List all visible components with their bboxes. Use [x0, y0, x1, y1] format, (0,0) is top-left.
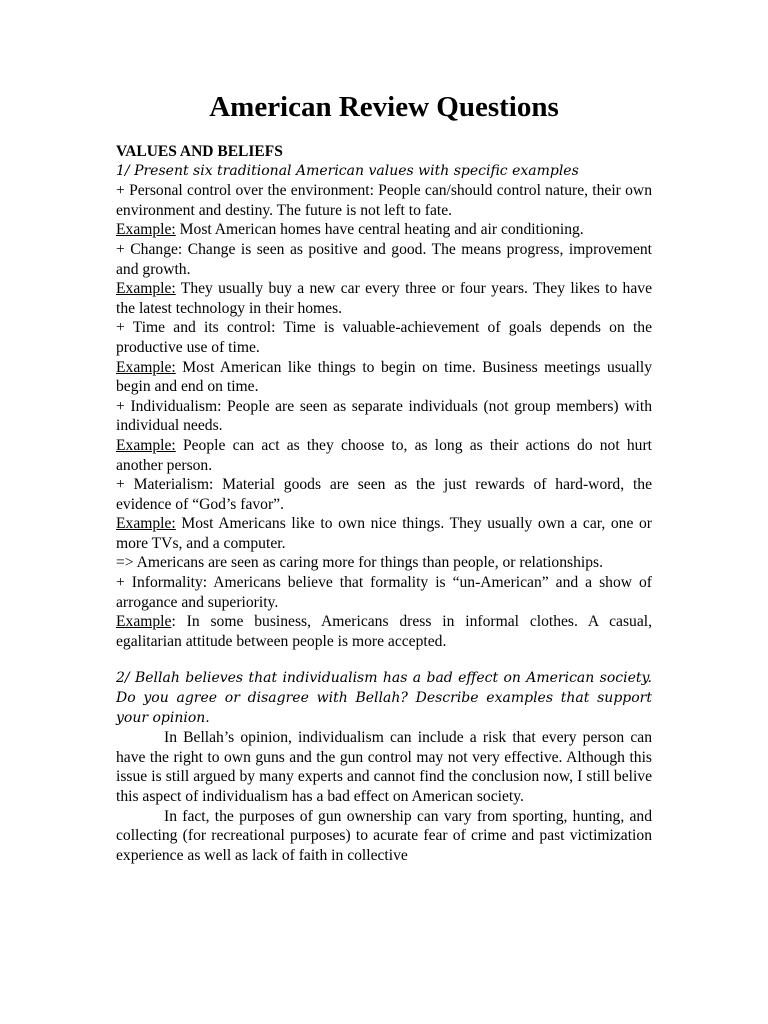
example-label: Example: [116, 613, 172, 631]
example-label: Example:: [116, 358, 176, 376]
example-text: Most Americans like to own nice things. They usually own a car, one or more TVs, and a computer.: [116, 515, 652, 552]
example-text: Most American homes have central heating and air conditioning.: [175, 221, 584, 239]
materialism-conclusion: => Americans are seen as caring more for things than people, or relationships.: [116, 554, 603, 572]
example-label: Example:: [116, 221, 176, 239]
example-personal-control: [116, 220, 652, 240]
section-gap: [116, 651, 652, 669]
value-individualism: + Individualism: People are seen as separate individuals (not group members) with individual needs.: [116, 397, 652, 435]
example-text: People can act as they choose to, as long as their actions do not hurt another person.: [116, 436, 652, 474]
example-materialism: [116, 514, 652, 553]
value-time: + Time and its control: Time is valuable-achievement of goals depends on the productive use of time.: [116, 319, 652, 356]
example-informality: [116, 612, 652, 651]
value-informality: + Informality: Americans believe that formality is “un-American” and a show of arrogance and superiority.: [116, 574, 652, 611]
value-personal-control: + Personal control over the environment: People can/should control nature, their own environment and destiny. The future is not left to fate.: [116, 182, 652, 219]
example-time: [116, 358, 652, 397]
question-2: 2/ Bellah believes that individualism has a bad effect on American society. Do you agree or disagree with Bellah? Describe examples that support your opinion.: [116, 670, 652, 726]
example-label: Example:: [116, 515, 176, 533]
value-change: + Change: Change is seen as positive and good. The means progress, improvement and growth.: [116, 240, 652, 278]
question-1: 1/ Present six traditional American values with specific examples: [116, 162, 579, 179]
example-label: Example:: [116, 436, 176, 454]
document-page: [116, 88, 652, 865]
value-materialism: + Materialism: Material goods are seen as the just rewards of hard-word, the evidence of “God’s favor”.: [116, 476, 652, 513]
example-change: [116, 279, 652, 318]
example-text: : In some business, Americans dress in informal clothes. A casual, egalitarian attitude between people is more accepted.: [116, 613, 652, 650]
example-individualism: [116, 436, 652, 475]
section-heading: VALUES AND BELIEFS: [116, 143, 283, 160]
example-text: They usually buy a new car every three or four years. They likes to have the latest technology in their homes.: [116, 280, 652, 317]
answer-paragraph-1: In Bellah’s opinion, individualism can include a risk that every person can have the right to own guns and the gun control may not very effective. Although this issue is still argued by many experts and cannot find the conclusion now, I still belive this aspect of individualism has a bad effect on American society.: [116, 729, 652, 805]
document-title: American Review Questions: [209, 91, 559, 123]
example-text: Most American like things to begin on time. Business meetings usually begin and end on time.: [116, 358, 652, 396]
example-label: Example:: [116, 280, 176, 298]
answer-paragraph-2: In fact, the purposes of gun ownership can vary from sporting, hunting, and collecting (for recreational purposes) to acurate fear of crime and past victimization experience as well as lack of faith in collective: [116, 807, 652, 864]
